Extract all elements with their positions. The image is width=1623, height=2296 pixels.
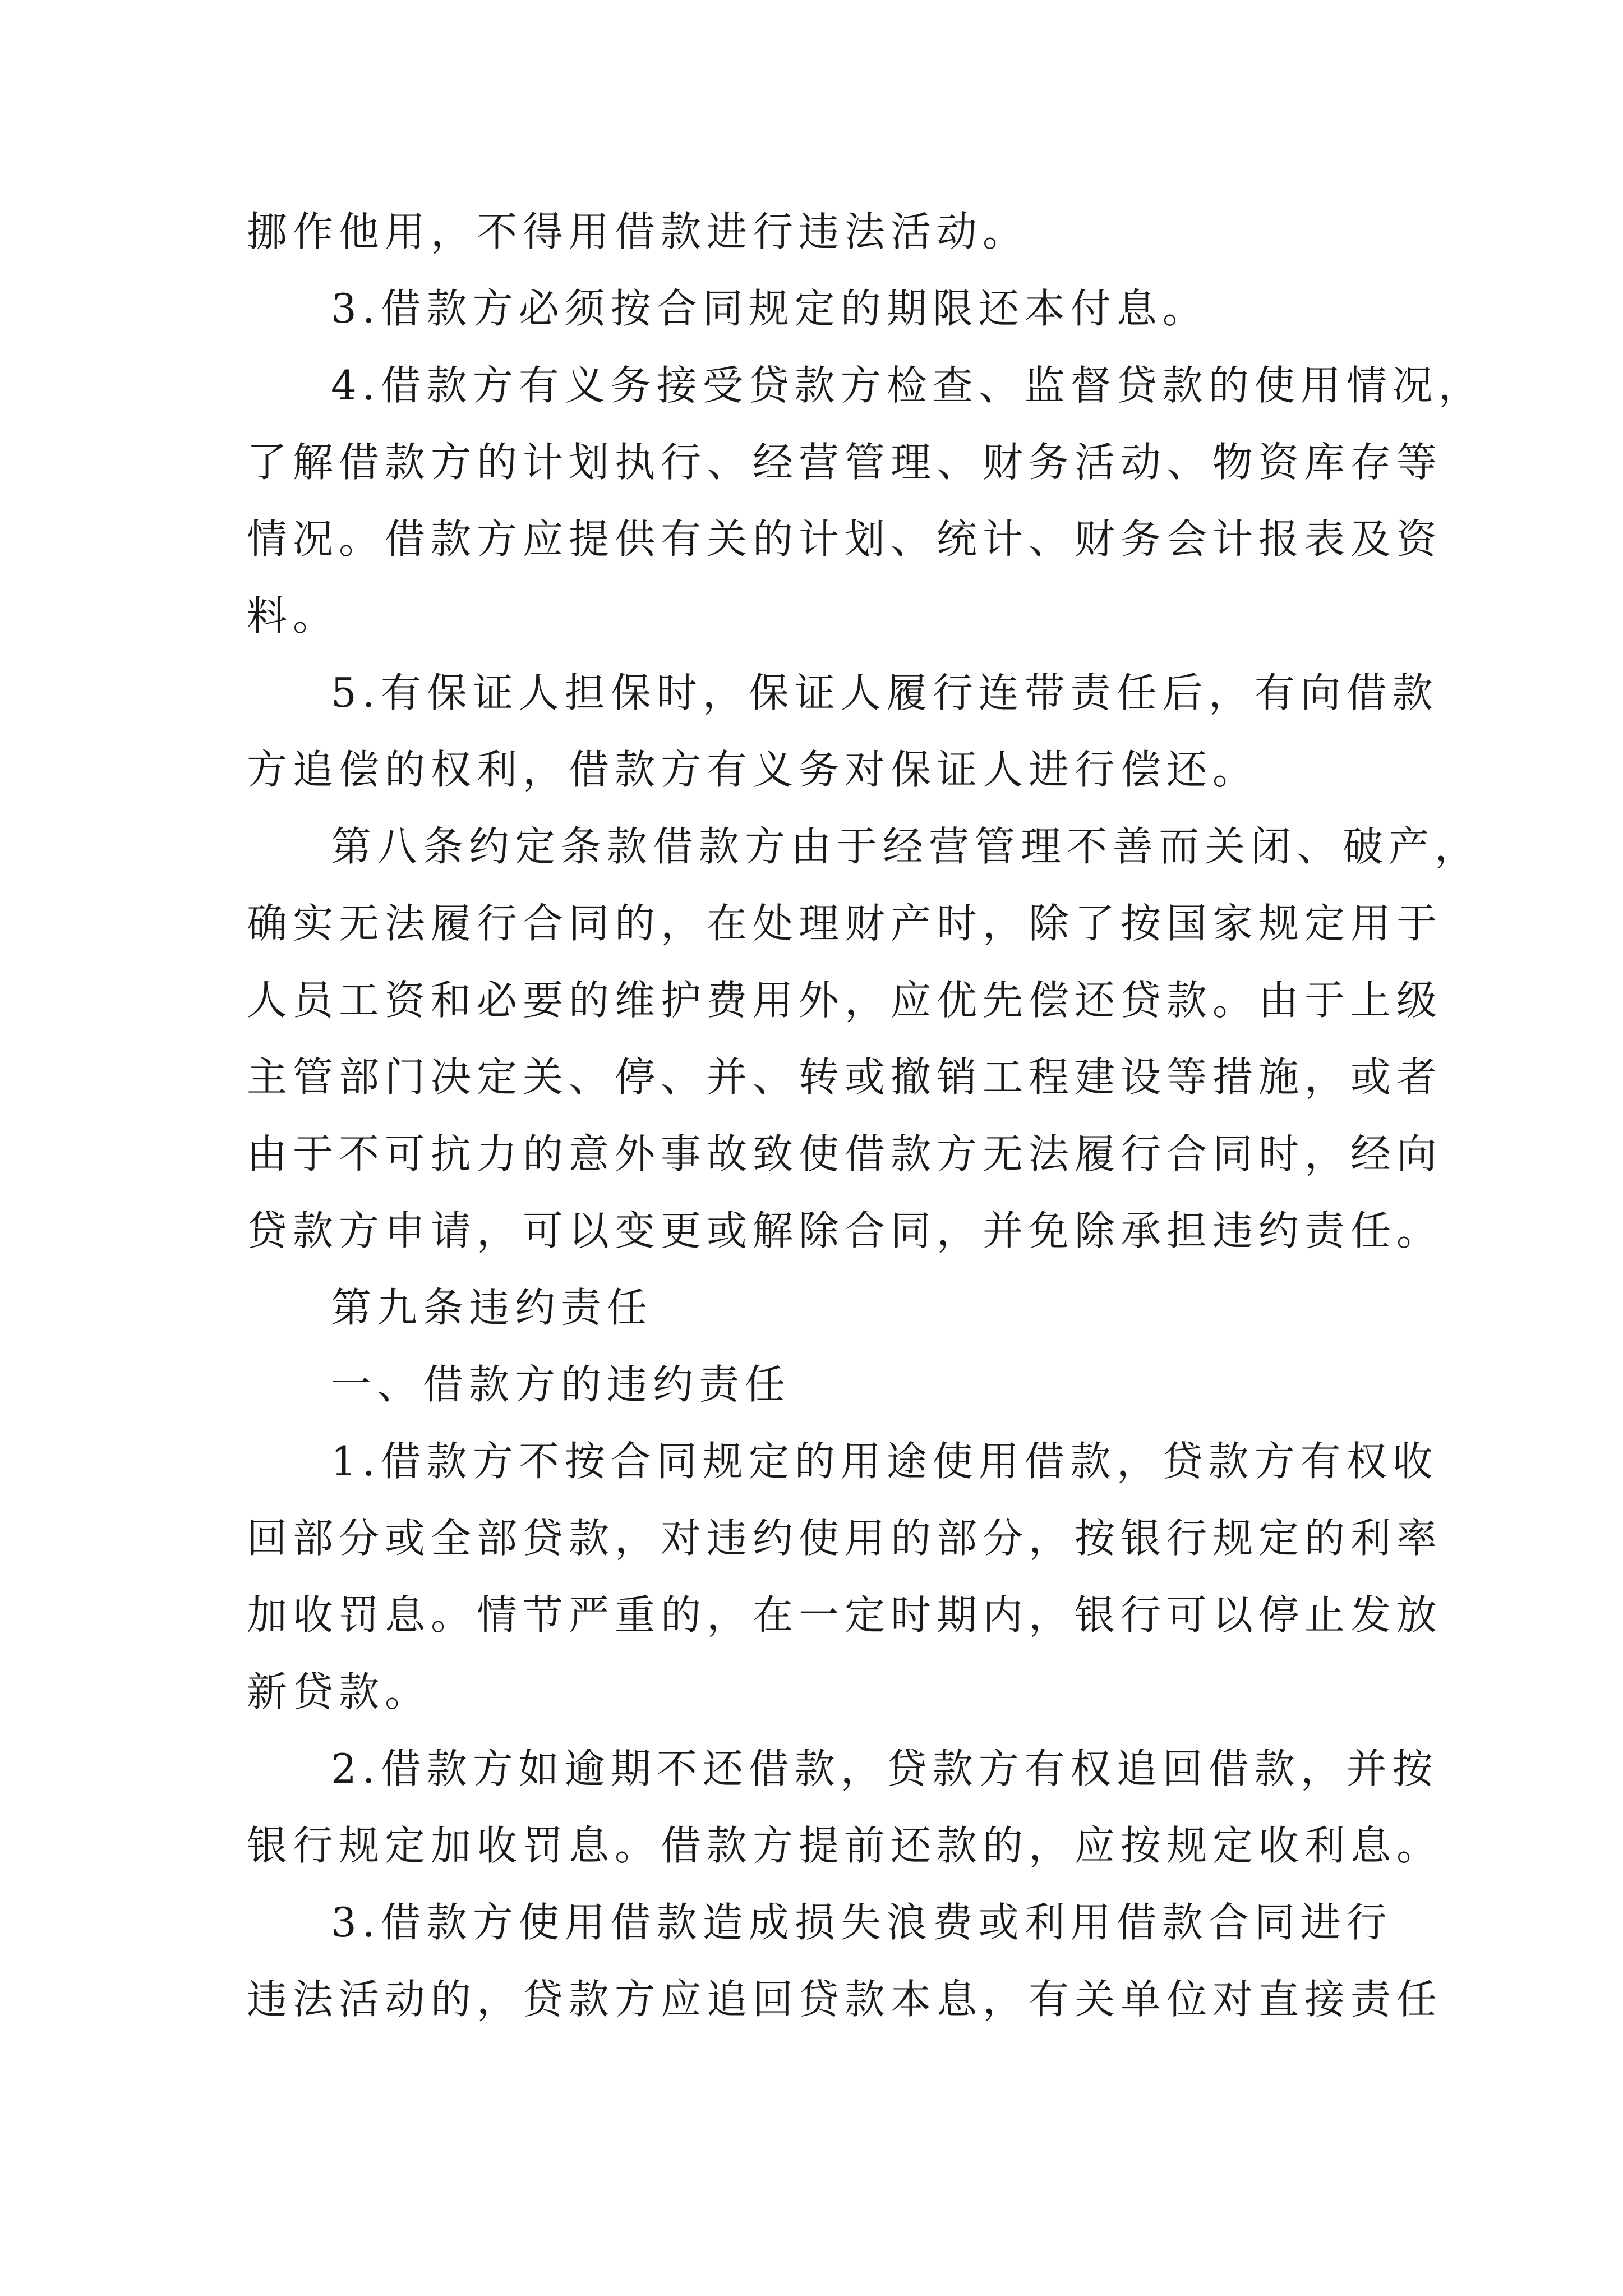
text-line: 违法活动的，贷款方应追回贷款本息，有关单位对直接责任 — [247, 1976, 1443, 2023]
text-line: 确实无法履行合同的，在处理财产时，除了按国家规定用于 — [247, 900, 1443, 947]
text-line: 新贷款。 — [247, 1668, 431, 1715]
text-line: 3.借款方使用借款造成损失浪费或利用借款合同进行 — [331, 1899, 1393, 1946]
text-line: 主管部门决定关、停、并、转或撤销工程建设等措施，或者 — [247, 1053, 1443, 1101]
text-line: 挪作他用，不得用借款进行违法活动。 — [247, 208, 1029, 255]
text-line: 料。 — [247, 592, 339, 639]
text-line: 贷款方申请，可以变更或解除合同，并免除承担违约责任。 — [247, 1207, 1443, 1254]
text-line: 情况。借款方应提供有关的计划、统计、财务会计报表及资 — [247, 516, 1443, 563]
text-line: 回部分或全部贷款，对违约使用的部分，按银行规定的利率 — [247, 1515, 1443, 1562]
text-line: 4.借款方有义务接受贷款方检查、监督贷款的使用情况， — [331, 362, 1484, 409]
text-line: 第八条约定条款借款方由于经营管理不善而关闭、破产， — [331, 823, 1481, 870]
text-line: 方追偿的权利，借款方有义务对保证人进行偿还。 — [247, 746, 1259, 793]
text-line: 3.借款方必须按合同规定的期限还本付息。 — [331, 285, 1209, 332]
text-line: 一、借款方的违约责任 — [331, 1361, 791, 1408]
text-line: 第九条违约责任 — [331, 1284, 653, 1331]
text-line: 2.借款方如逾期不还借款，贷款方有权追回借款，并按 — [331, 1745, 1438, 1792]
text-line: 由于不可抗力的意外事故致使借款方无法履行合同时，经向 — [247, 1130, 1443, 1177]
text-line: 了解借款方的计划执行、经营管理、财务活动、物资库存等 — [247, 439, 1443, 486]
text-line: 银行规定加收罚息。借款方提前还款的，应按规定收利息。 — [247, 1822, 1443, 1869]
text-line: 5.有保证人担保时，保证人履行连带责任后，有向借款 — [331, 669, 1438, 716]
text-line: 人员工资和必要的维护费用外，应优先偿还贷款。由于上级 — [247, 977, 1443, 1024]
document-body — [247, 194, 1484, 2038]
text-line: 1.借款方不按合同规定的用途使用借款，贷款方有权收 — [331, 1438, 1438, 1485]
text-line: 加收罚息。情节严重的，在一定时期内，银行可以停止发放 — [247, 1591, 1443, 1639]
